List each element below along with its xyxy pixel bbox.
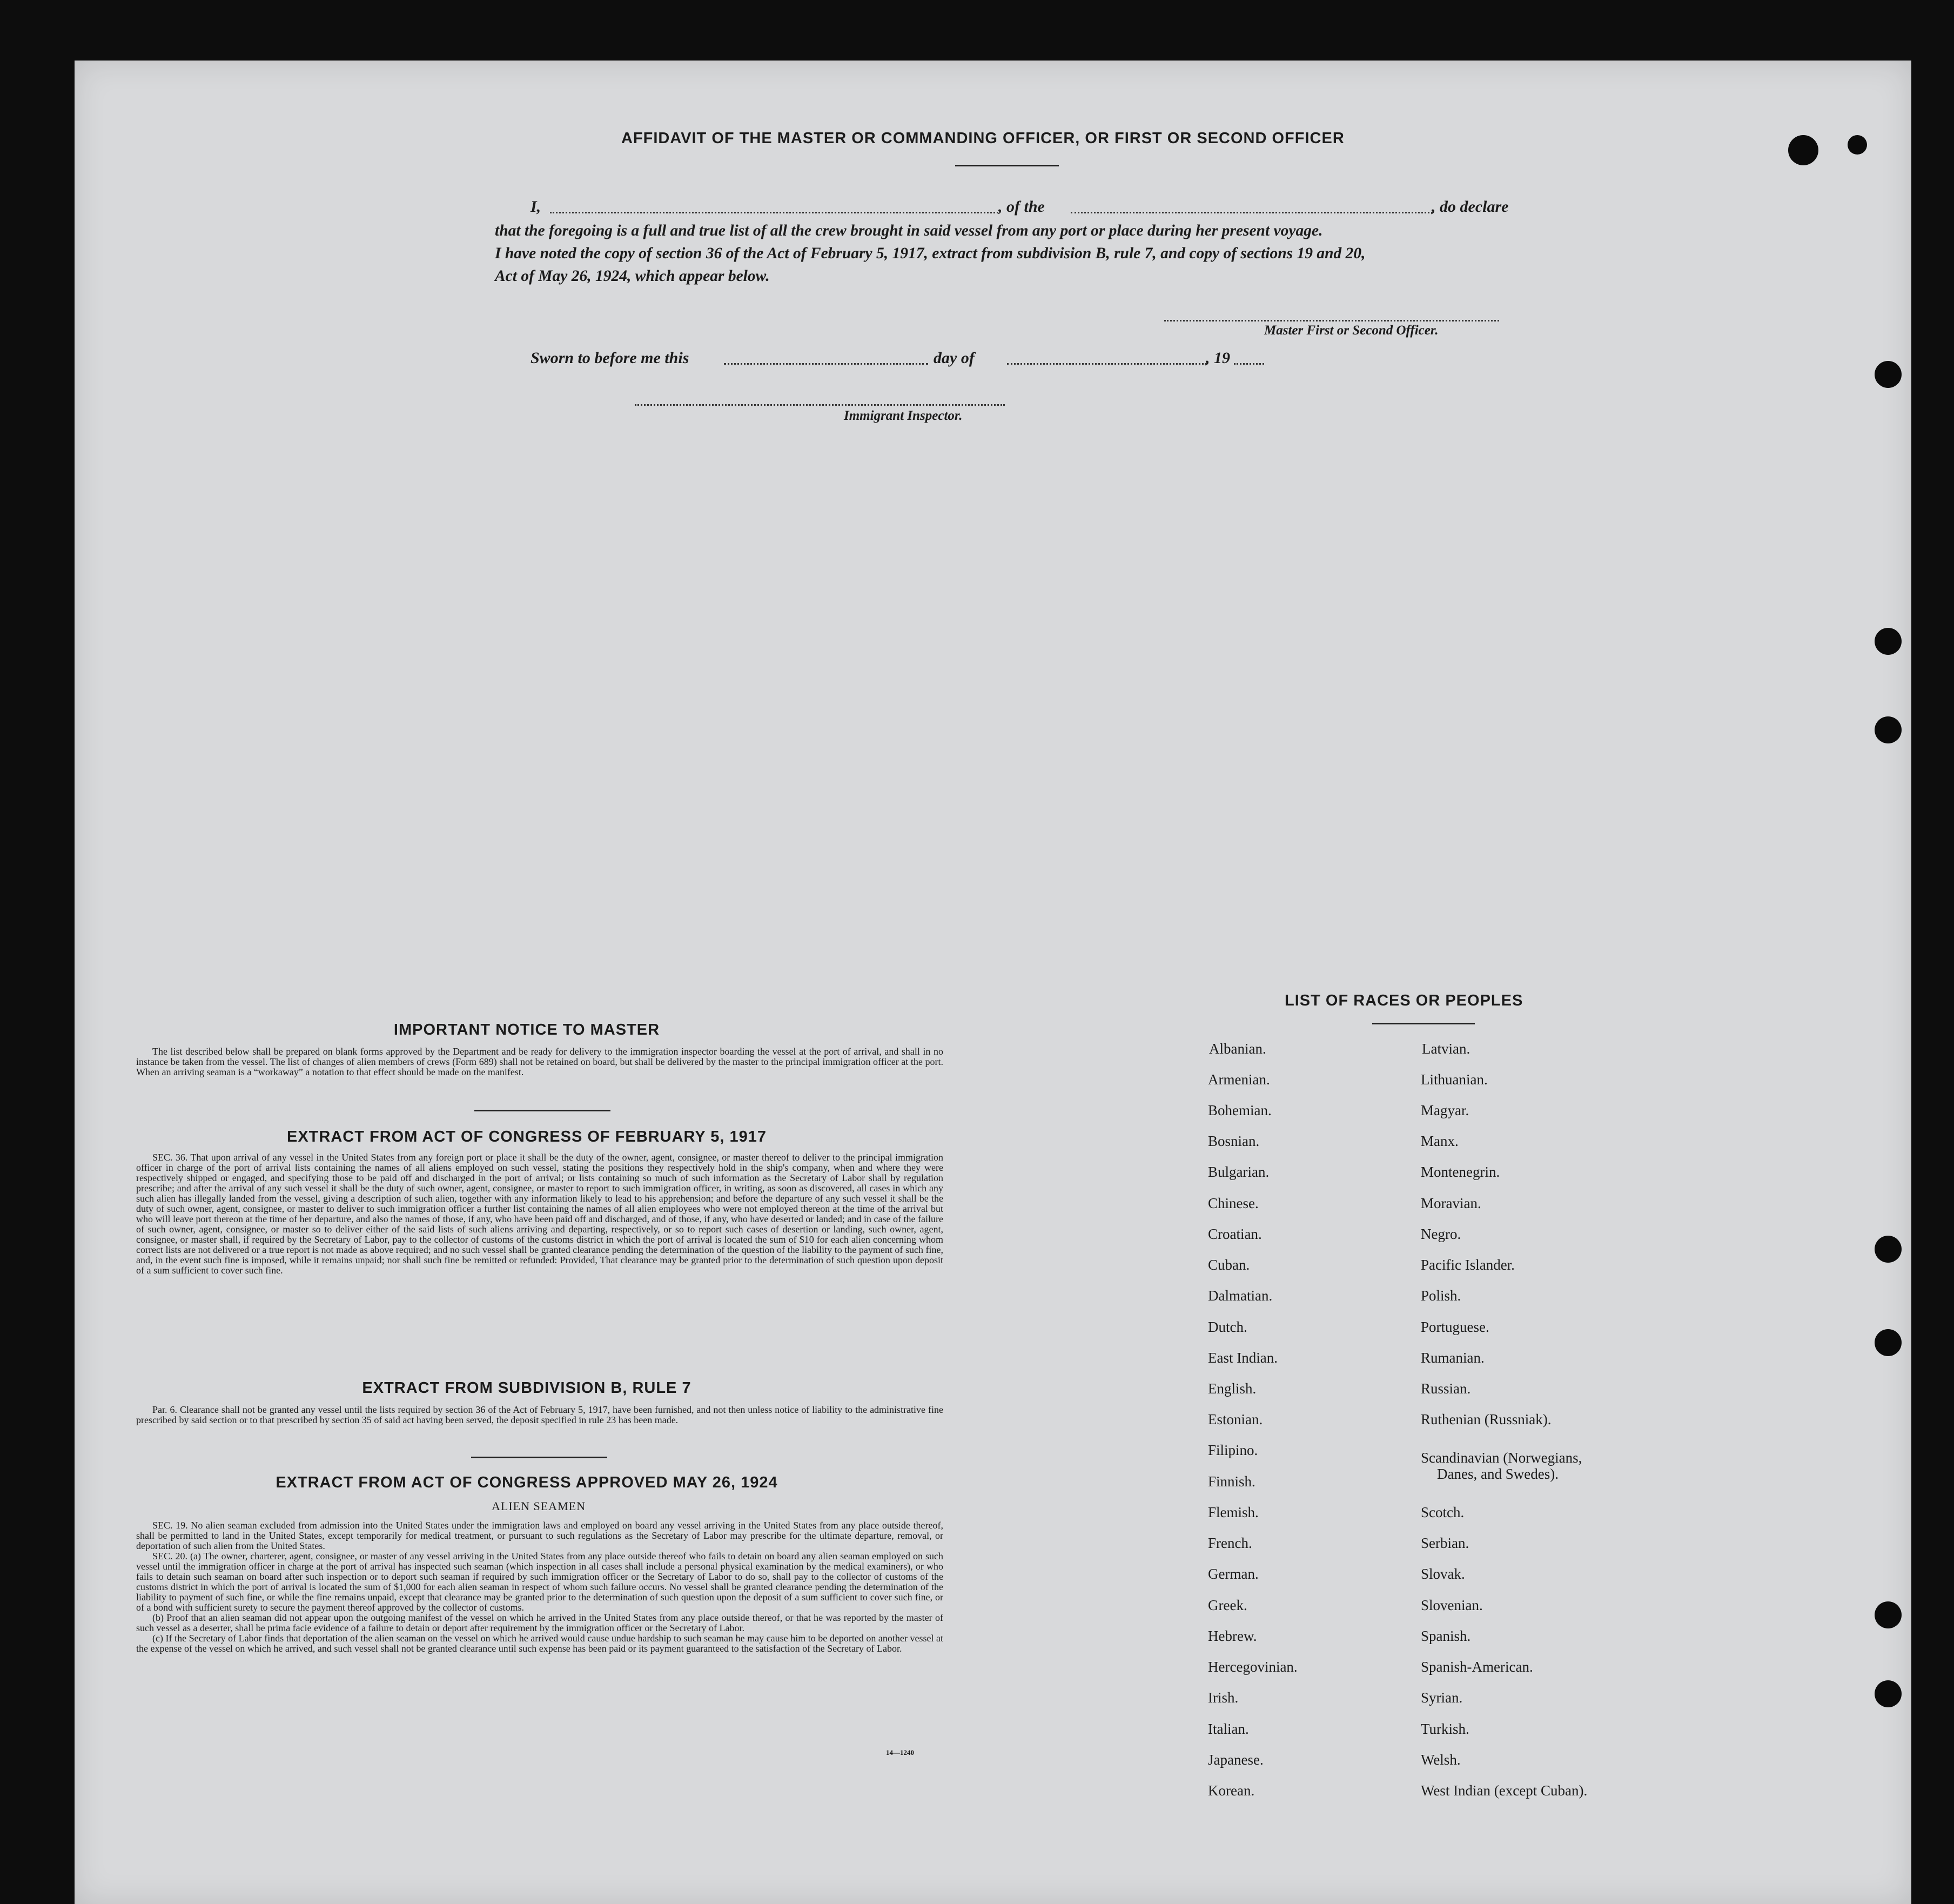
race-item: Scotch. bbox=[1421, 1504, 1465, 1520]
race-item: Cuban. bbox=[1208, 1257, 1250, 1273]
punch-hole bbox=[1875, 361, 1902, 388]
affidavit-of-the: , of the bbox=[998, 198, 1045, 216]
race-item: Korean. bbox=[1208, 1782, 1255, 1799]
affidavit-line2: that the foregoing is a full and true list of all the crew brought in said vessel from any port or place during her present voyage. bbox=[495, 222, 1323, 239]
punch-hole bbox=[1875, 1601, 1902, 1628]
race-item: Bohemian. bbox=[1208, 1102, 1272, 1118]
race-item: French. bbox=[1208, 1535, 1252, 1551]
title-underline bbox=[955, 165, 1059, 166]
race-item: Dutch. bbox=[1208, 1319, 1247, 1335]
race-item: Rumanian. bbox=[1421, 1350, 1485, 1366]
punch-hole bbox=[1848, 135, 1867, 155]
punch-hole bbox=[1875, 628, 1902, 655]
race-item: Spanish. bbox=[1421, 1628, 1471, 1644]
race-item: Moravian. bbox=[1421, 1195, 1481, 1211]
race-item: Turkish. bbox=[1421, 1721, 1469, 1737]
race-item: Magyar. bbox=[1421, 1102, 1469, 1118]
punch-hole bbox=[1875, 1329, 1902, 1356]
race-item: Japanese. bbox=[1208, 1752, 1264, 1768]
race-item: Chinese. bbox=[1208, 1195, 1259, 1211]
notice-paragraph: The list described below shall be prepared on blank forms approved by the Department and be ready for delivery to the immigration inspector boarding the vessel at the port of arrival, and shall in no instance be taken from the vessel. The list of changes of alien members of crews (Form 689) shall not be retained on board, but shall be delivered by the master to the principal immigration officer at the port. When an arriving seaman is a “workaway” a notation to that effect should be made on the manifest. bbox=[136, 1046, 943, 1077]
sec-36-paragraph: SEC. 36. That upon arrival of any vessel in the United States from any foreign port or place it shall be the duty of the owner, agent, consignee, or master thereof to deliver to the principal immigration officer in charge of the port of arrival lists containing the names of all aliens employed on such vessel, stating the positions they respectively hold in the ship's company, when and where they were respectively shipped or engaged, and specifying those to be paid off and discharged in the port of arrival; or lists containing so much of such information as the Secretary of Labor shall by regulation prescribe; and after the arrival of any such vessel it shall be the duty of such owner, agent, consignee, or master to report to such immigration officer, in writing, as soon as discovered, all cases in which any such alien has illegally landed from the vessel, giving a description of such alien, together with any information likely to lead to his apprehension; and before the departure of any such vessel it shall be the duty of such owner, agent, consignee, or master to deliver to such immigration officer a further list containing the names of all alien employees who were not employed thereon at the time of the arrival but who will leave port thereon at the time of her departure, and also the names of those, if any, who have been paid off and discharged, and of those, if any, who have deserted or landed; and in case of the failure of such owner, agent, consignee, or master so to deliver either of the said lists of such aliens arriving and departing, respectively, or so to report such cases of desertion or landing, such owner, agent, consignee, or master shall, if required by the Secretary of Labor, pay to the collector of customs of the customs district in which the port of arrival is located the sum of $10 for each alien concerning whom correct lists are not delivered or a true report is not made as above required; and no such vessel shall be granted clearance pending the determination of the question of the liability to the payment of such fine, and, in the event such fine is imposed, while it remains unpaid; nor shall such fine be remitted or refunded: Provided, That clearance may be granted prior to the determination of such question upon deposit of a sum sufficient to cover such fine. bbox=[136, 1152, 943, 1276]
sec-20a-paragraph: SEC. 20. (a) The owner, charterer, agent, consignee, or master of any vessel arriving in the United States from any place outside thereof who fails to detain on board any alien seaman employed on such vessel until the immigration officer in charge at the port of arrival has inspected such seaman (which inspection in all cases shall include a personal physical examination by the medical examiners), or who fails to detain such seaman on board after such inspection or to deport such seaman if required by such immigration officer or the Secretary of Labor to do so, shall pay to the collector of customs of the customs district in which the port of arrival is located the sum of $1,000 for each alien seaman in respect of whom such failure occurs. No vessel shall be granted clearance pending the determination of the liability to payment of such fine, or while the fine remains unpaid, except that clearance may be granted prior to the determination of such question upon the deposit of a sum sufficient to cover such fine, or of a bond with sufficient surety to secure the payment thereof approved by the collector of customs. bbox=[136, 1551, 943, 1613]
alien-seamen-subtitle: ALIEN SEAMEN bbox=[492, 1499, 586, 1513]
extract-1917-text bbox=[136, 1152, 943, 1276]
year-blank bbox=[1234, 363, 1264, 365]
punch-hole bbox=[1875, 1236, 1902, 1263]
race-item: Scandinavian (Norwegians, bbox=[1421, 1450, 1582, 1466]
day-of-text: day of bbox=[934, 349, 975, 367]
affidavit-i: I, bbox=[531, 198, 541, 216]
race-item: Polish. bbox=[1421, 1288, 1461, 1304]
sec-20c-paragraph: (c) If the Secretary of Labor finds that deportation of the alien seaman on the vessel on which he arrived would cause undue hardship to such seaman he may cause him to be deported on another vessel at the expense of the vessel on which he arrived, and such vessel shall not be granted clearance until such expense has been paid or its payment guaranteed to the satisfaction of the Secretary of Labor. bbox=[136, 1633, 943, 1654]
affidavit-line4: Act of May 26, 1924, which appear below. bbox=[495, 267, 770, 285]
race-item: Italian. bbox=[1208, 1721, 1249, 1737]
race-item: Ruthenian (Russniak). bbox=[1421, 1411, 1552, 1427]
race-item: Pacific Islander. bbox=[1421, 1257, 1515, 1273]
race-item: Manx. bbox=[1421, 1133, 1459, 1149]
master-signature-line bbox=[1164, 320, 1499, 321]
par-6-paragraph: Par. 6. Clearance shall not be granted any vessel until the lists required by section 36 of the Act of February 5, 1917, have been furnished, and not then unless notice of liability to the administrative fine prescribed by said section or to that prescribed by section 35 of said act having been served, the deposit specified in rule 23 has been made. bbox=[136, 1404, 943, 1425]
punch-hole bbox=[1788, 135, 1818, 165]
race-item: East Indian. bbox=[1208, 1350, 1278, 1366]
notice-text bbox=[136, 1047, 943, 1077]
form-number: 14—1240 bbox=[886, 1748, 914, 1756]
race-item: Albanian. bbox=[1209, 1041, 1266, 1057]
race-item: West Indian (except Cuban). bbox=[1421, 1782, 1588, 1799]
vessel-blank bbox=[1071, 212, 1433, 213]
divider bbox=[474, 1110, 610, 1111]
race-item: Estonian. bbox=[1208, 1411, 1263, 1427]
race-item: Finnish. bbox=[1208, 1473, 1255, 1490]
month-blank bbox=[1007, 363, 1207, 365]
extract-1917-title: EXTRACT FROM ACT OF CONGRESS OF FEBRUARY 5, 1917 bbox=[286, 1128, 767, 1145]
race-item: Irish. bbox=[1208, 1690, 1239, 1706]
race-item: Armenian. bbox=[1208, 1071, 1270, 1088]
race-item: Serbian. bbox=[1421, 1535, 1469, 1551]
race-item: Latvian. bbox=[1422, 1041, 1470, 1057]
race-item: Welsh. bbox=[1421, 1752, 1461, 1768]
races-underline bbox=[1372, 1023, 1475, 1024]
inspector-label: Immigrant Inspector. bbox=[844, 408, 963, 423]
race-item: Bosnian. bbox=[1208, 1133, 1260, 1149]
race-item: Syrian. bbox=[1421, 1690, 1463, 1706]
race-item: Lithuanian. bbox=[1421, 1071, 1488, 1088]
races-title: LIST OF RACES OR PEOPLES bbox=[1285, 992, 1523, 1009]
extract-1924-title: EXTRACT FROM ACT OF CONGRESS APPROVED MAY 26, 1924 bbox=[276, 1474, 778, 1491]
affidavit-line3: I have noted the copy of section 36 of the Act of February 5, 1917, extract from subdivision B, rule 7, and copy of sections 19 and 20, bbox=[495, 245, 1366, 262]
race-item: Russian. bbox=[1421, 1380, 1471, 1397]
race-item: Bulgarian. bbox=[1208, 1164, 1270, 1180]
race-item: Dalmatian. bbox=[1208, 1288, 1273, 1304]
race-item: Flemish. bbox=[1208, 1504, 1259, 1520]
race-item: Greek. bbox=[1208, 1597, 1247, 1613]
race-item: Filipino. bbox=[1208, 1442, 1258, 1458]
year-text: , 19 bbox=[1206, 349, 1230, 367]
punch-hole bbox=[1875, 1680, 1902, 1707]
race-item: Portuguese. bbox=[1421, 1319, 1489, 1335]
sec-19-paragraph: SEC. 19. No alien seaman excluded from admission into the United States under the immigration laws and employed on board any vessel arriving in the United States from any place outside thereof, shall be permitted to land in the United States, except temporarily for medical treatment, or pursuant to such regulations as the Secretary of Labor may prescribe for the ultimate departure, removal, or deportation of such alien from the United States. bbox=[136, 1520, 943, 1551]
extract-1924-text bbox=[136, 1520, 943, 1654]
notice-title: IMPORTANT NOTICE TO MASTER bbox=[393, 1021, 660, 1038]
rule-7-text bbox=[136, 1405, 943, 1425]
race-item: Hercegovinian. bbox=[1208, 1659, 1298, 1675]
affidavit-do-declare: , do declare bbox=[1432, 198, 1509, 216]
sec-20b-paragraph: (b) Proof that an alien seaman did not appear upon the outgoing manifest of the vessel on which he arrived in the United States from any place outside thereof, or that he was reported by the master of such vessel as a deserter, shall be prima facie evidence of a failure to detain or deport after requirement by the immigration officer or the Secretary of Labor. bbox=[136, 1612, 943, 1633]
race-item: German. bbox=[1208, 1566, 1259, 1582]
race-item: Slovenian. bbox=[1421, 1597, 1483, 1613]
inspector-signature-line bbox=[635, 404, 1005, 406]
name-blank bbox=[550, 212, 998, 213]
master-label: Master First or Second Officer. bbox=[1264, 323, 1439, 338]
race-item: Danes, and Swedes). bbox=[1437, 1466, 1559, 1482]
race-item: Slovak. bbox=[1421, 1566, 1465, 1582]
race-item: Spanish-American. bbox=[1421, 1659, 1533, 1675]
race-item: Croatian. bbox=[1208, 1226, 1262, 1242]
day-blank bbox=[724, 363, 928, 365]
race-item: Hebrew. bbox=[1208, 1628, 1257, 1644]
affidavit-title: AFFIDAVIT OF THE MASTER OR COMMANDING OFFICER, OR FIRST OR SECOND OFFICER bbox=[621, 130, 1345, 147]
punch-hole bbox=[1875, 716, 1902, 743]
race-item: Negro. bbox=[1421, 1226, 1461, 1242]
sworn-text: Sworn to before me this bbox=[531, 349, 689, 367]
race-item: Montenegrin. bbox=[1421, 1164, 1500, 1180]
affidavit-line1 bbox=[531, 196, 1519, 219]
rule-7-title: EXTRACT FROM SUBDIVISION B, RULE 7 bbox=[362, 1379, 691, 1397]
sworn-line bbox=[531, 347, 1287, 371]
divider bbox=[471, 1457, 607, 1458]
race-item: English. bbox=[1208, 1380, 1257, 1397]
